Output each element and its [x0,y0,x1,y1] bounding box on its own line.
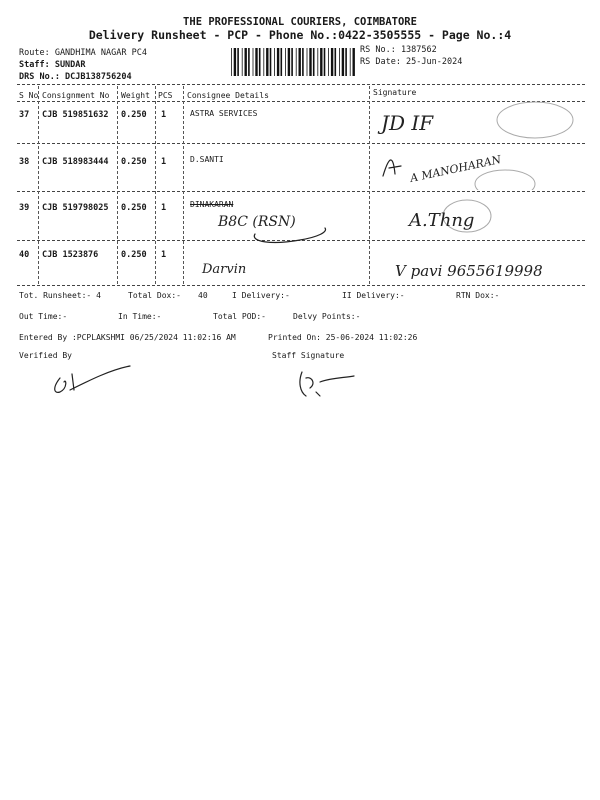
row-divider [17,143,585,144]
row-consignment: CJB 518983444 [42,157,109,167]
staff-signature-label: Staff Signature [272,351,345,360]
row-consignee: ASTRA SERVICES [190,109,258,118]
svg-text:Darvin: Darvin [202,262,247,277]
i-delivery: I Delivery:- [232,291,290,300]
barcode [231,48,356,76]
col-header-signature: Signature [373,88,417,97]
row-weight: 0.250 [121,250,147,260]
total-runsheet: Tot. Runsheet:- 4 [19,291,101,300]
column-divider [38,86,39,284]
row-weight: 0.250 [121,157,147,167]
row-weight: 0.250 [121,203,147,213]
svg-text:A MANOHARAN: A MANOHARAN [408,152,503,185]
svg-text:A.Thng: A.Thng [409,210,475,231]
total-dox-value: 40 [198,291,208,300]
verifier-signature [30,360,140,400]
table-bottom-rule [17,285,585,286]
rs-number: RS No.: 1387562 [360,45,437,55]
verified-by-label: Verified By [19,351,72,360]
row-weight: 0.250 [121,110,147,120]
route-label: Route: GANDHIMA NAGAR PC4 [19,48,147,58]
column-divider [117,86,118,284]
row-pcs: 1 [161,203,167,213]
row-consignment: CJB 519851632 [42,110,109,120]
column-divider [369,86,370,284]
column-divider [183,86,184,284]
row-pcs: 1 [161,250,167,260]
signature-image [375,100,585,142]
col-header-weight: Weight [121,91,150,100]
row-consignee: D.SANTI [190,155,224,164]
staff-label: Staff: SUNDAR [19,60,86,70]
row-sno: 38 [19,157,30,167]
out-time: Out Time:- [19,312,68,321]
column-divider [155,86,156,284]
total-dox-label: Total Dox:- [128,291,181,300]
runsheet-subtitle: Delivery Runsheet - PCP - Phone No.:0422-3505555 - Page No.:4 [88,28,512,42]
rtn-dox: RTN Dox:- [456,291,500,300]
row-sno: 39 [19,203,30,213]
col-header-pcs: PCS [158,91,173,100]
rs-date: RS Date: 25-Jun-2024 [360,57,463,67]
table-top-rule [17,84,585,85]
row-divider [17,191,585,192]
signature-image [375,256,585,284]
col-header-consignment: Consignment No [42,91,110,100]
row-consignee: DINAKARAN [190,200,234,209]
drs-number: DRS No.: DCJB138756204 [19,72,132,82]
printed-on: Printed On: 25-06-2024 11:02:26 [268,333,418,342]
col-header-sno: S No [19,91,39,100]
delivery-points: Delvy Points:- [293,312,361,321]
company-title: THE PROFESSIONAL COURIERS, COIMBATORE [183,16,417,28]
signature-image [375,194,585,238]
row-pcs: 1 [161,110,167,120]
col-header-consignee: Consignee Details [187,91,269,100]
row-divider [17,240,585,241]
row-consignment: CJB 1523876 [42,250,99,260]
table-header-rule [17,101,585,102]
in-time: In Time:- [118,312,162,321]
handwritten-note [196,258,286,280]
staff-signature [290,362,380,400]
total-pod: Total POD:- [213,312,266,321]
svg-text:JD IF: JD IF [381,111,434,135]
svg-text:B8C (RSN): B8C (RSN) [218,214,296,230]
row-pcs: 1 [161,157,167,167]
signature-image [375,146,585,190]
row-consignment: CJB 519798025 [42,203,109,213]
ii-delivery: II Delivery:- [342,291,405,300]
entered-by: Entered By :PCPLAKSHMI 06/25/2024 11:02:16 AM [19,333,236,342]
row-sno: 40 [19,250,30,260]
svg-text:V pavi 9655619998: V pavi 9655619998 [395,262,543,280]
row-sno: 37 [19,110,30,120]
